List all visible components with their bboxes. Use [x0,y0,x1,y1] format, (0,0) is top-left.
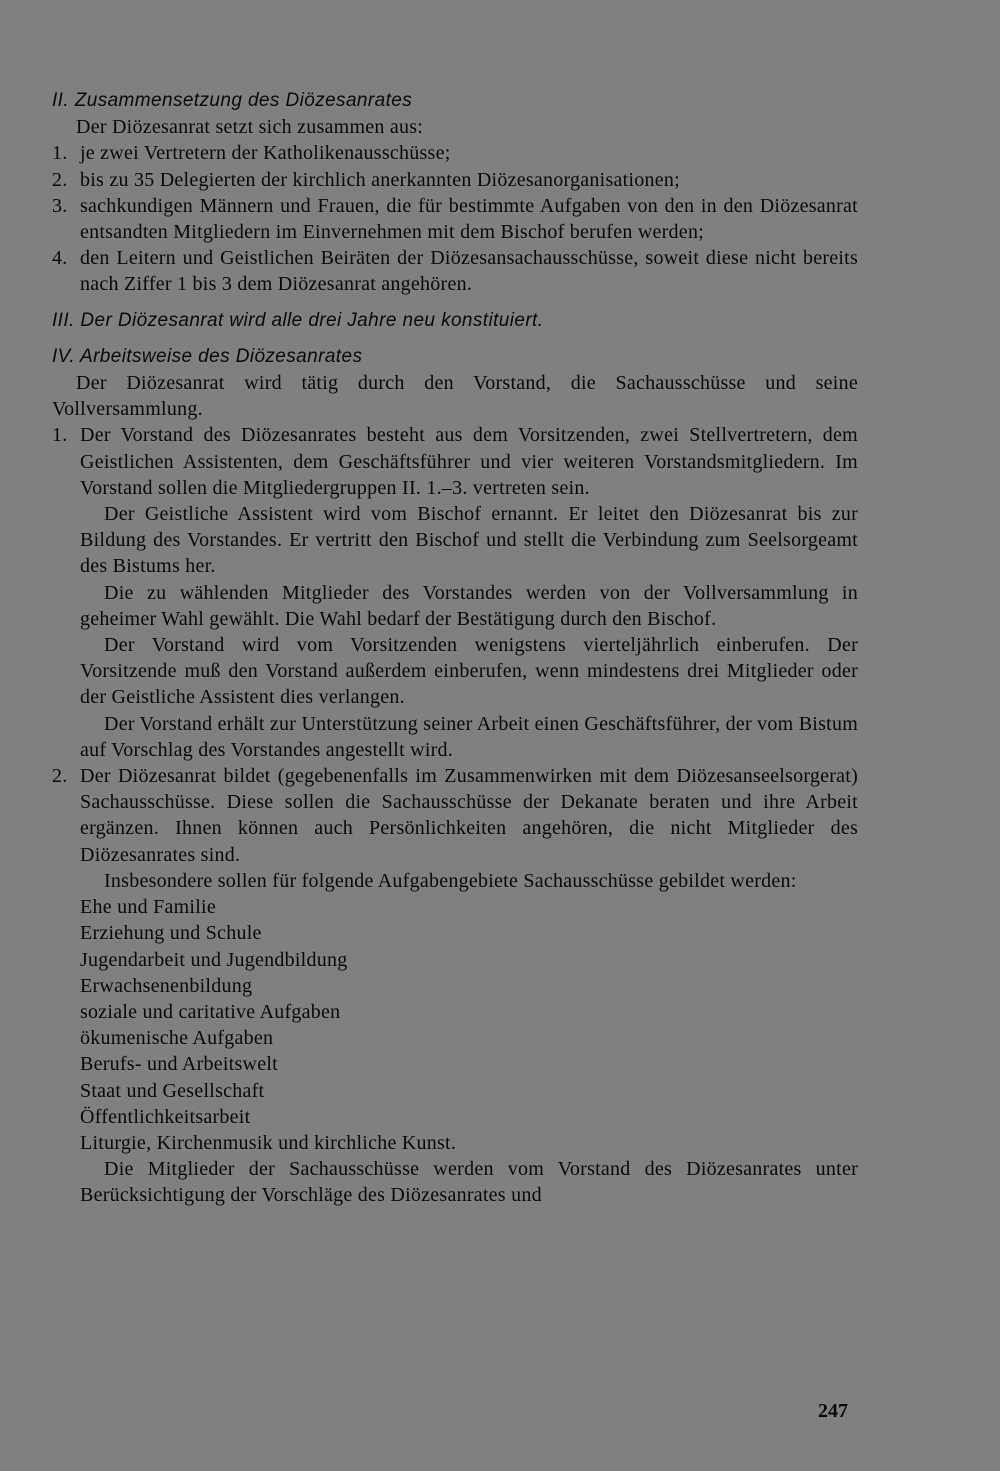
item-number: 2. [52,765,68,788]
working-item-board [52,422,858,763]
item-text: Der Diözesanrat bildet (gegebenenfalls im Zusammenwirken mit dem Diözesanseelsorgerat) Sachausschüsse. Diese sollen die Sachausschüsse der Dekanate beraten und ihre Arbeit ergänzen. Ihnen können auch Persönlichkeiten angehören, die nicht Mitglieder des Diözesanrates sind. [80,765,858,866]
list-item: Erziehung und Schule [80,922,262,945]
sub-paragraph: Der Geistliche Assistent wird vom Bischof ernannt. Er leitet den Diözesanrat bis zur Bildung des Vorstandes. Er vertritt den Bischof und stellt die Verbindung zum Seelsorgeamt des Bistums her. [80,503,858,578]
list-item: ökumenische Aufgaben [80,1027,274,1050]
item-text: sachkundigen Männern und Frauen, die für bestimmte Aufgaben von den in den Diözesanrat entsandten Mitgliedern im Einvernehmen mit dem Bischof berufen werden; [80,194,858,244]
page-content [52,88,858,1209]
composition-item [52,140,858,166]
composition-item [52,245,858,297]
item-number: 3. [52,194,68,217]
list-item: Erwachsenenbildung [80,974,253,997]
sub-paragraph: Der Vorstand wird vom Vorsitzenden wenigstens vierteljährlich einberufen. Der Vorsitzende muß den Vorstand außerdem einberufen, wenn mindestens drei Mitglieder oder der Geistliche Assistent dies verlangen. [80,634,858,709]
composition-item [52,193,858,245]
list-item: Ehe und Familie [80,896,216,919]
item-text: Der Vorstand des Diözesanrates besteht aus dem Vorsitzenden, zwei Stellvertretern, dem Geistlichen Assistenten, dem Geschäftsführer und vier weiteren Vorstandsmitgliedern. Im Vorstand sollen die Mitgliedergruppen II. 1.–3. vertreten sein. [80,424,858,499]
list-item: Jugendarbeit und Jugendbildung [80,948,348,971]
sub-paragraph: Der Vorstand erhält zur Unterstützung seiner Arbeit einen Geschäftsführer, der vom Bistum auf Vorschlag des Vorstandes angestellt wird. [80,712,858,761]
list-item: Liturgie, Kirchenmusik und kirchliche Kunst. [80,1131,457,1154]
item-number: 1. [52,424,68,447]
section-heading-working: IV. Arbeitsweise des Diözesanrates [52,345,363,367]
working-intro: Der Diözesanrat wird tätig durch den Vorstand, die Sachausschüsse und seine Vollversammlung. [52,372,858,421]
item-text: den Leitern und Geistlichen Beiräten der Diözesansachausschüsse, soweit diese nicht bereits nach Ziffer 1 bis 3 dem Diözesanrat angehören. [80,247,858,296]
section-heading-term: III. Der Diözesanrat wird alle drei Jahre neu konstituiert. [52,309,544,331]
sub-paragraph: Die zu wählenden Mitglieder des Vorstandes werden von der Vollversammlung in geheimer Wahl gewählt. Die Wahl bedarf der Bestätigung durch den Bischof. [80,581,858,630]
composition-intro: Der Diözesanrat setzt sich zusammen aus: [76,116,424,139]
list-item: Staat und Gesellschaft [80,1079,265,1102]
committee-list-lead: Insbesondere sollen für folgende Aufgabengebiete Sachausschüsse gebildet werden: [104,869,797,892]
list-item: Berufs- und Arbeitswelt [80,1053,278,1076]
item-text: bis zu 35 Delegierten der kirchlich anerkannten Diözesanorganisationen; [80,168,680,191]
working-item-committees [52,763,858,1208]
committee-area-list [80,894,858,1156]
list-item: Öffentlichkeitsarbeit [80,1105,251,1128]
item-number: 1. [52,142,68,165]
item-number: 4. [52,247,68,270]
list-item: soziale und caritative Aufgaben [80,1000,341,1023]
sub-paragraph: Die Mitglieder der Sachausschüsse werden vom Vorstand des Diözesanrates unter Berücksichtigung der Vorschläge des Diözesanrates und [80,1158,858,1207]
item-number: 2. [52,168,68,191]
section-heading-composition: II. Zusammensetzung des Diözesanrates [52,90,413,111]
composition-item [52,167,858,193]
page-number: 247 [818,1400,848,1422]
item-text: je zwei Vertretern der Katholikenausschüsse; [80,142,451,165]
